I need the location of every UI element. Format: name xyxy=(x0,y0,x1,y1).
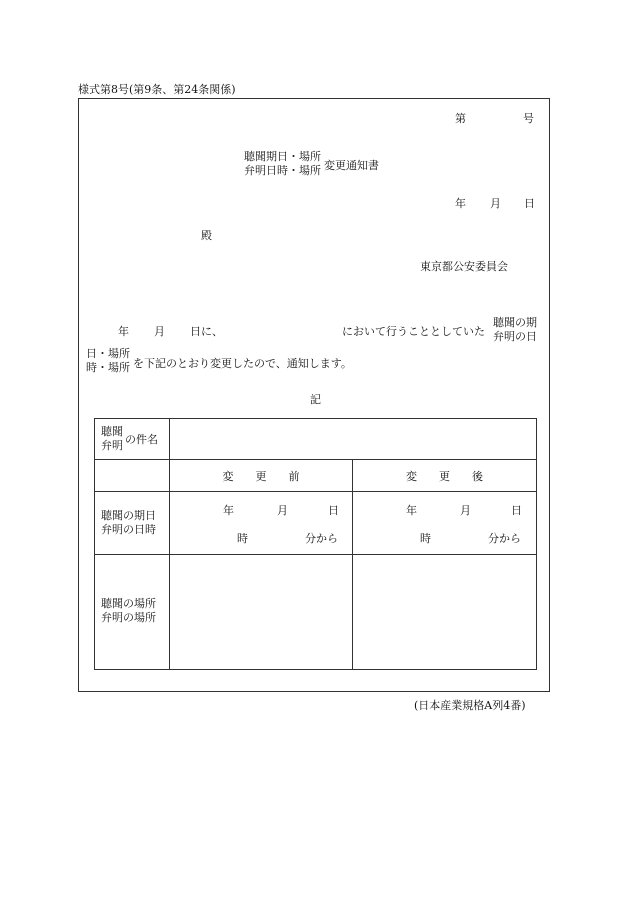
place-label-top: 聴聞の場所 xyxy=(101,597,156,610)
after-ji: 時 xyxy=(420,532,431,545)
before-ji: 時 xyxy=(237,532,248,545)
number-dai: 第 xyxy=(455,112,466,125)
change-table xyxy=(94,418,537,670)
body-month: 月 xyxy=(154,325,165,338)
title-suffix: 変更通知書 xyxy=(324,159,379,172)
subject-label-bottom: 弁明 xyxy=(101,439,123,452)
table-row-subject xyxy=(95,419,537,460)
body-cont-stack xyxy=(86,347,130,375)
paper-size-note: (日本産業規格A列4番) xyxy=(414,699,526,712)
after-fun-kara: 分から xyxy=(488,532,521,545)
date-month: 月 xyxy=(490,197,501,210)
body-cont-bottom: 時・場所 xyxy=(86,361,130,374)
issuer: 東京都公安委員会 xyxy=(420,260,508,273)
before-datetime-cell xyxy=(170,492,353,555)
title-stack xyxy=(244,150,321,178)
body-cont-top: 日・場所 xyxy=(86,347,130,360)
title-line1: 聴聞期日・場所 xyxy=(244,150,321,163)
subject-label-cell xyxy=(95,419,170,460)
title-line2: 弁明日時・場所 xyxy=(244,164,321,177)
after-header: 変 更 後 xyxy=(353,460,537,492)
before-hi: 日 xyxy=(328,504,339,517)
body-tail: を下記のとおり変更したので、通知します。 xyxy=(133,357,352,370)
table-row-headers xyxy=(95,460,537,492)
datetime-label-top: 聴聞の期日 xyxy=(101,509,156,522)
body-alt-bottom: 弁明の日 xyxy=(493,330,537,343)
body-day-ni: 日に、 xyxy=(190,325,223,338)
addressee-suffix: 殿 xyxy=(201,229,212,242)
datetime-label-bottom: 弁明の日時 xyxy=(101,523,156,536)
ki-label: 記 xyxy=(310,393,321,406)
before-tsuki: 月 xyxy=(277,504,288,517)
subject-label-suffix: の件名 xyxy=(125,433,158,446)
form-number: 様式第8号(第9条、第24条関係) xyxy=(78,83,236,96)
before-fun-kara: 分から xyxy=(305,532,338,545)
datetime-label-cell xyxy=(95,492,170,555)
after-nen: 年 xyxy=(406,504,417,517)
after-tsuki: 月 xyxy=(460,504,471,517)
before-header: 変 更 前 xyxy=(170,460,353,492)
table-row-place xyxy=(95,555,537,670)
place-label-bottom: 弁明の場所 xyxy=(101,611,156,624)
before-nen: 年 xyxy=(223,504,234,517)
number-go: 号 xyxy=(523,112,534,125)
header-empty-cell xyxy=(95,460,170,492)
date-day: 日 xyxy=(524,197,535,210)
body-mid: において行うこととしていた xyxy=(342,325,485,338)
table-row-datetime xyxy=(95,492,537,555)
body-year: 年 xyxy=(118,325,129,338)
date-year: 年 xyxy=(455,197,466,210)
subject-value-cell xyxy=(170,419,537,460)
subject-label-top: 聴聞 xyxy=(101,425,123,438)
after-hi: 日 xyxy=(511,504,522,517)
place-label-cell xyxy=(95,555,170,670)
after-datetime-cell xyxy=(353,492,537,555)
body-alt-top: 聴聞の期 xyxy=(493,316,537,329)
after-place-cell xyxy=(353,555,537,670)
before-place-cell xyxy=(170,555,353,670)
body-alt-stack xyxy=(493,316,537,344)
